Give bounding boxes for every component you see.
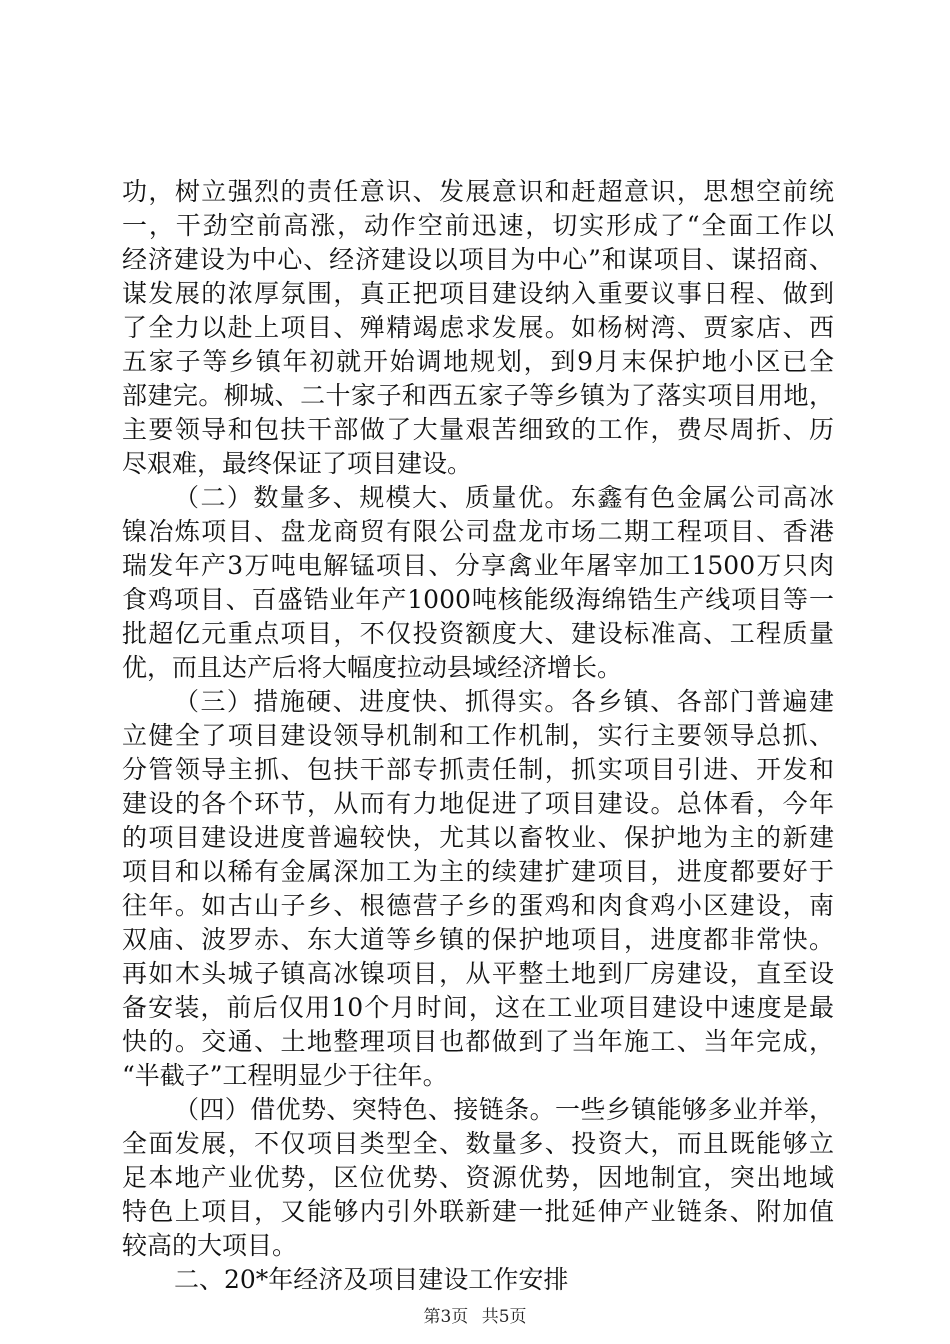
text-line: 瑞发年产3万吨电解锰项目、分享禽业年屠宰加工1500万只肉 [122, 551, 834, 580]
text-line: 批超亿元重点项目，不仅投资额度大、建设标准高、工程质量 [122, 619, 834, 648]
text-line: 快的。交通、土地整理项目也都做到了当年施工、当年完成， [122, 1027, 834, 1056]
page-number: 第3页 [423, 1307, 469, 1327]
text-line: 优，而且达产后将大幅度拉动县域经济增长。 [122, 653, 623, 682]
paragraph-heading-3: （三）措施硬、进度快、抓得实。各乡镇、各部门普遍建 [174, 687, 834, 716]
text-line: 镍冶炼项目、盘龙商贸有限公司盘龙市场二期工程项目、香港 [122, 517, 834, 546]
text-line: 立健全了项目建设领导机制和工作机制，实行主要领导总抓、 [122, 721, 834, 750]
section-heading: 二、20*年经济及项目建设工作安排 [174, 1265, 569, 1294]
text-line: 再如木头城子镇高冰镍项目，从平整土地到厂房建设，直至设 [122, 959, 834, 988]
text-line: 的项目建设进度普遍较快，尤其以畜牧业、保护地为主的新建 [122, 823, 834, 852]
text-line: 谋发展的浓厚氛围，真正把项目建设纳入重要议事日程、做到 [122, 279, 834, 308]
text-line: 备安装，前后仅用10个月时间，这在工业项目建设中速度是最 [122, 993, 834, 1022]
text-line: 分管领导主抓、包扶干部专抓责任制，抓实项目引进、开发和 [122, 755, 834, 784]
paragraph-heading-2: （二）数量多、规模大、质量优。东鑫有色金属公司高冰 [174, 483, 834, 512]
text-line: 特色上项目，又能够内引外联新建一批延伸产业链条、附加值 [122, 1197, 834, 1226]
text-line: 功，树立强烈的责任意识、发展意识和赶超意识，思想空前统 [122, 177, 834, 206]
text-line: 了全力以赴上项目、殚精竭虑求发展。如杨树湾、贾家店、西 [122, 313, 834, 342]
text-line: 全面发展，不仅项目类型全、数量多、投资大，而且既能够立 [122, 1129, 834, 1158]
page-footer [0, 1306, 950, 1328]
page-total: 共5页 [481, 1307, 527, 1327]
text-line: 一，干劲空前高涨，动作空前迅速，切实形成了“全面工作以 [122, 211, 834, 240]
text-line: 食鸡项目、百盛锆业年产1000吨核能级海绵锆生产线项目等一 [122, 585, 834, 614]
paragraph-heading-4: （四）借优势、突特色、接链条。一些乡镇能够多业并举， [174, 1095, 834, 1124]
text-line: 建设的各个环节，从而有力地促进了项目建设。总体看，今年 [122, 789, 834, 818]
text-line: 较高的大项目。 [122, 1231, 298, 1260]
text-line: 尽艰难，最终保证了项目建设。 [122, 449, 473, 478]
text-line: 主要领导和包扶干部做了大量艰苦细致的工作，费尽周折、历 [122, 415, 834, 444]
text-line: 项目和以稀有金属深加工为主的续建扩建项目，进度都要好于 [122, 857, 834, 886]
text-line: 部建完。柳城、二十家子和西五家子等乡镇为了落实项目用地， [122, 381, 834, 410]
text-line: “半截子”工程明显少于往年。 [122, 1061, 448, 1090]
text-line: 足本地产业优势，区位优势、资源优势，因地制宜，突出地域 [122, 1163, 834, 1192]
text-line: 五家子等乡镇年初就开始调地规划，到9月末保护地小区已全 [122, 347, 834, 376]
text-line: 双庙、波罗赤、东大道等乡镇的保护地项目，进度都非常快。 [122, 925, 834, 954]
text-line: 往年。如古山子乡、根德营子乡的蛋鸡和肉食鸡小区建设，南 [122, 891, 834, 920]
text-line: 经济建设为中心、经济建设以项目为中心”和谋项目、谋招商、 [122, 245, 834, 274]
